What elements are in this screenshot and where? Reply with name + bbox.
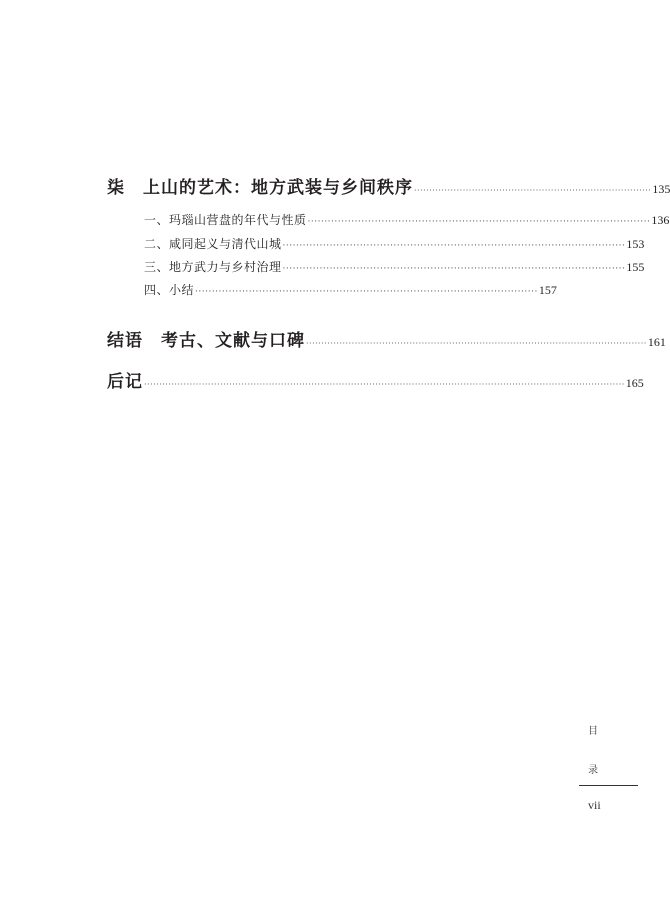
toc-page-number: 165 [625,376,644,390]
toc-entry-section-2[interactable] [144,235,645,252]
dot-leader: ······································································································ [307,217,651,227]
toc-entry-title: 四、小结 [144,283,195,297]
toc-page-number: 136 [651,213,670,227]
toc-entry-section-3[interactable] [144,258,645,275]
toc-entry-conclusion[interactable] [107,326,666,351]
dot-leader: ······························································································································································ [144,380,625,389]
toc-entry-title: 二、咸同起义与清代山城 [144,237,282,251]
toc-entry-title: 后记 [107,372,143,392]
toc-entry-title: 结语 考古、文献与口碑 [107,331,305,351]
toc-entry-section-1[interactable] [144,211,670,228]
toc-page-number: 135 [652,182,670,196]
margin-rule [579,785,638,786]
toc-page-number: 155 [626,260,645,274]
running-section-char-2: 录 [588,765,598,776]
toc-entry-afterword[interactable] [107,367,644,392]
dot-leader: ·············································································· [414,186,652,195]
toc-page-number: 157 [538,283,557,297]
toc-entry-section-4[interactable] [144,281,557,298]
running-section-char-1: 目 [588,726,598,737]
toc-entry-chapter-7[interactable] [107,173,670,198]
toc-page-number: 153 [626,237,645,251]
toc-entry-title: 柒 上山的艺术：地方武装与乡间秩序 [107,178,413,198]
toc-page-number: 161 [647,335,666,349]
toc-entry-title: 三、地方武力与乡村治理 [144,260,282,274]
dot-leader: ······································································································ [282,264,626,274]
dot-leader: ······································································································ [282,241,626,251]
toc-entry-title: 一、玛瑙山营盘的年代与性质 [144,213,307,227]
page-folio: vii [588,798,601,812]
dot-leader: ······································································································ [195,287,538,297]
dot-leader: ················································································································ [306,339,647,348]
